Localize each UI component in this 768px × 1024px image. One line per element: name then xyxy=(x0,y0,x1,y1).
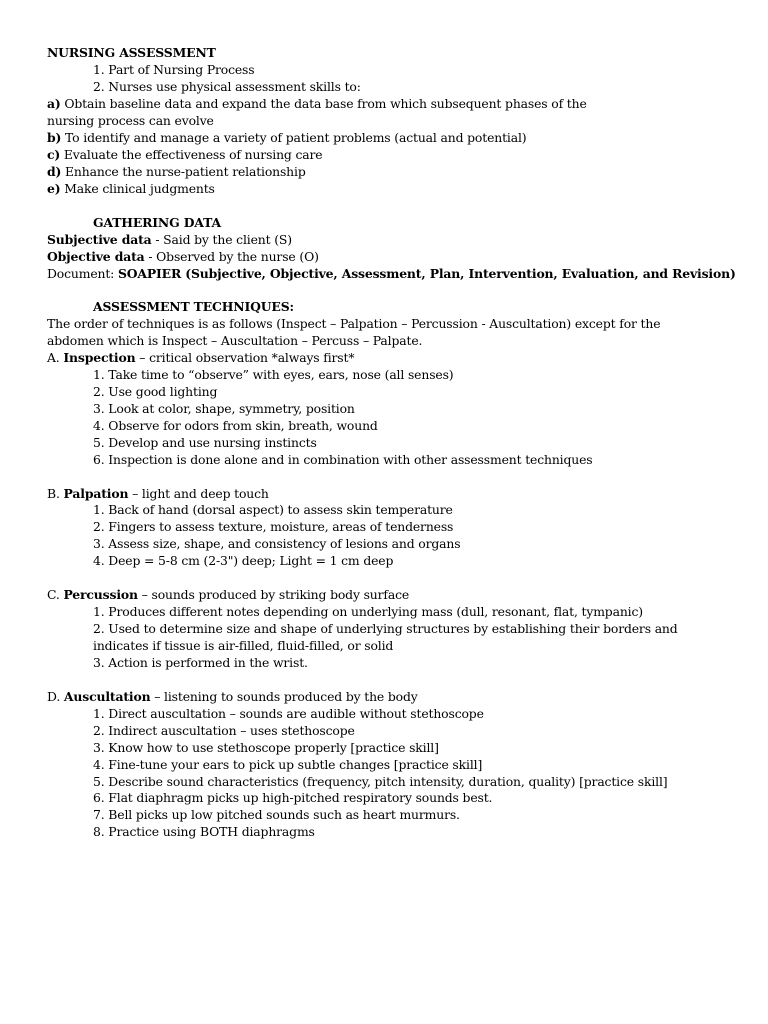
text-line xyxy=(47,180,215,197)
text-run: 2. Used to determine size and shape of underlying structures by establishing their borders and xyxy=(93,621,678,636)
text-line xyxy=(93,756,482,773)
text-line xyxy=(93,722,355,739)
text-line xyxy=(93,806,460,823)
text-line xyxy=(47,248,319,265)
text-line xyxy=(47,44,216,61)
text-run: 1. Part of Nursing Process xyxy=(93,62,255,77)
text-run: 2. Fingers to assess texture, moisture, areas of tenderness xyxy=(93,519,454,534)
text-line xyxy=(93,400,355,417)
bold-text: b) xyxy=(47,130,62,145)
text-run: 6. Flat diaphragm picks up high-pitched respiratory sounds best. xyxy=(93,790,493,805)
text-line xyxy=(47,146,323,163)
text-line xyxy=(47,485,269,502)
text-run: Obtain baseline data and expand the data base from which subsequent phases of the xyxy=(60,96,587,111)
text-line xyxy=(47,231,292,248)
text-line xyxy=(47,112,214,129)
text-run: 3. Assess size, shape, and consistency of lesions and organs xyxy=(93,536,461,551)
text-line xyxy=(47,349,354,366)
text-run: To identify and manage a variety of patient problems (actual and potential) xyxy=(61,130,527,145)
bold-text: d) xyxy=(47,164,62,179)
bold-text: e) xyxy=(47,181,61,196)
text-line xyxy=(93,705,484,722)
text-run: 3. Action is performed in the wrist. xyxy=(93,655,308,670)
bold-text: ASSESSMENT TECHNIQUES: xyxy=(93,299,294,314)
text-line xyxy=(93,383,217,400)
text-run: 5. Develop and use nursing instincts xyxy=(93,435,317,450)
text-run: 3. Look at color, shape, symmetry, position xyxy=(93,401,355,416)
text-run: 1. Back of hand (dorsal aspect) to assess skin temperature xyxy=(93,502,453,517)
bold-text: a) xyxy=(47,96,61,111)
text-line xyxy=(93,434,317,451)
text-line xyxy=(93,773,667,790)
text-run: 2. Indirect auscultation – uses stethoscope xyxy=(93,723,355,738)
text-run: 4. Observe for odors from skin, breath, wound xyxy=(93,418,378,433)
text-line xyxy=(93,78,361,95)
text-line xyxy=(93,451,592,468)
text-run: - Said by the client (S) xyxy=(151,232,292,247)
bold-text: Subjective data xyxy=(47,232,152,247)
bold-text: c) xyxy=(47,147,61,162)
bold-text: Auscultation xyxy=(63,689,151,704)
text-line xyxy=(93,214,221,231)
text-run: 1. Take time to “observe” with eyes, ears, nose (all senses) xyxy=(93,367,454,382)
text-run: Evaluate the effectiveness of nursing care xyxy=(60,147,323,162)
text-run: The order of techniques is as follows (Inspect – Palpation – Percussion - Auscultation) except for the xyxy=(47,316,661,331)
text-line xyxy=(93,603,643,620)
text-run: B. xyxy=(47,486,64,501)
text-run: nursing process can evolve xyxy=(47,113,214,128)
text-run: 5. Describe sound characteristics (frequency, pitch intensity, duration, quality) [practice skill] xyxy=(93,774,668,789)
text-run: 6. Inspection is done alone and in combination with other assessment techniques xyxy=(93,452,593,467)
text-line xyxy=(93,535,460,552)
text-line xyxy=(47,129,526,146)
text-run: indicates if tissue is air-filled, fluid-filled, or solid xyxy=(93,638,394,653)
bold-text: Objective data xyxy=(47,249,145,264)
text-line xyxy=(93,298,294,315)
text-line xyxy=(47,586,409,603)
text-run: 8. Practice using BOTH diaphragms xyxy=(93,824,315,839)
text-run: - Observed by the nurse (O) xyxy=(144,249,319,264)
text-line xyxy=(47,95,587,112)
text-line xyxy=(93,518,453,535)
text-run: abdomen which is Inspect – Auscultation – Percuss – Palpate. xyxy=(47,333,423,348)
text-run: – listening to sounds produced by the body xyxy=(150,689,418,704)
text-line xyxy=(47,163,306,180)
bold-text: Percussion xyxy=(63,587,138,602)
text-line xyxy=(47,315,660,332)
text-run: D. xyxy=(47,689,64,704)
text-line xyxy=(93,654,308,671)
text-line xyxy=(93,620,678,637)
text-line xyxy=(93,739,439,756)
text-run: 3. Know how to use stethoscope properly [practice skill] xyxy=(93,740,439,755)
text-run: 2. Use good lighting xyxy=(93,384,218,399)
text-run: C. xyxy=(47,587,64,602)
text-line xyxy=(93,501,453,518)
text-line xyxy=(93,552,393,569)
text-run: Enhance the nurse-patient relationship xyxy=(61,164,306,179)
text-run: A. xyxy=(47,350,64,365)
text-run: 1. Produces different notes depending on underlying mass (dull, resonant, flat, tympanic) xyxy=(93,604,643,619)
text-line xyxy=(93,366,453,383)
text-line xyxy=(93,823,315,840)
text-line xyxy=(93,637,393,654)
bold-text: GATHERING DATA xyxy=(93,215,221,230)
text-run: – critical observation *always first* xyxy=(135,350,355,365)
text-run: Document: xyxy=(47,266,118,281)
text-line xyxy=(47,332,422,349)
text-line xyxy=(47,265,736,282)
bold-text: Palpation xyxy=(63,486,129,501)
text-run: 7. Bell picks up low pitched sounds such as heart murmurs. xyxy=(93,807,460,822)
text-run: – light and deep touch xyxy=(128,486,269,501)
text-line xyxy=(93,417,378,434)
bold-text: SOAPIER (Subjective, Objective, Assessment, Plan, Intervention, Evaluation, and Revision) xyxy=(117,266,736,281)
text-line xyxy=(93,61,254,78)
text-run: 4. Fine-tune your ears to pick up subtle changes [practice skill] xyxy=(93,757,483,772)
text-run: – sounds produced by striking body surface xyxy=(137,587,410,602)
text-line xyxy=(93,789,492,806)
bold-text: NURSING ASSESSMENT xyxy=(47,45,216,60)
text-run: Make clinical judgments xyxy=(60,181,215,196)
bold-text: Inspection xyxy=(63,350,136,365)
text-run: 4. Deep = 5-8 cm (2-3") deep; Light = 1 cm deep xyxy=(93,553,394,568)
text-run: 2. Nurses use physical assessment skills to: xyxy=(93,79,361,94)
text-run: 1. Direct auscultation – sounds are audible without stethoscope xyxy=(93,706,484,721)
text-line xyxy=(47,688,418,705)
